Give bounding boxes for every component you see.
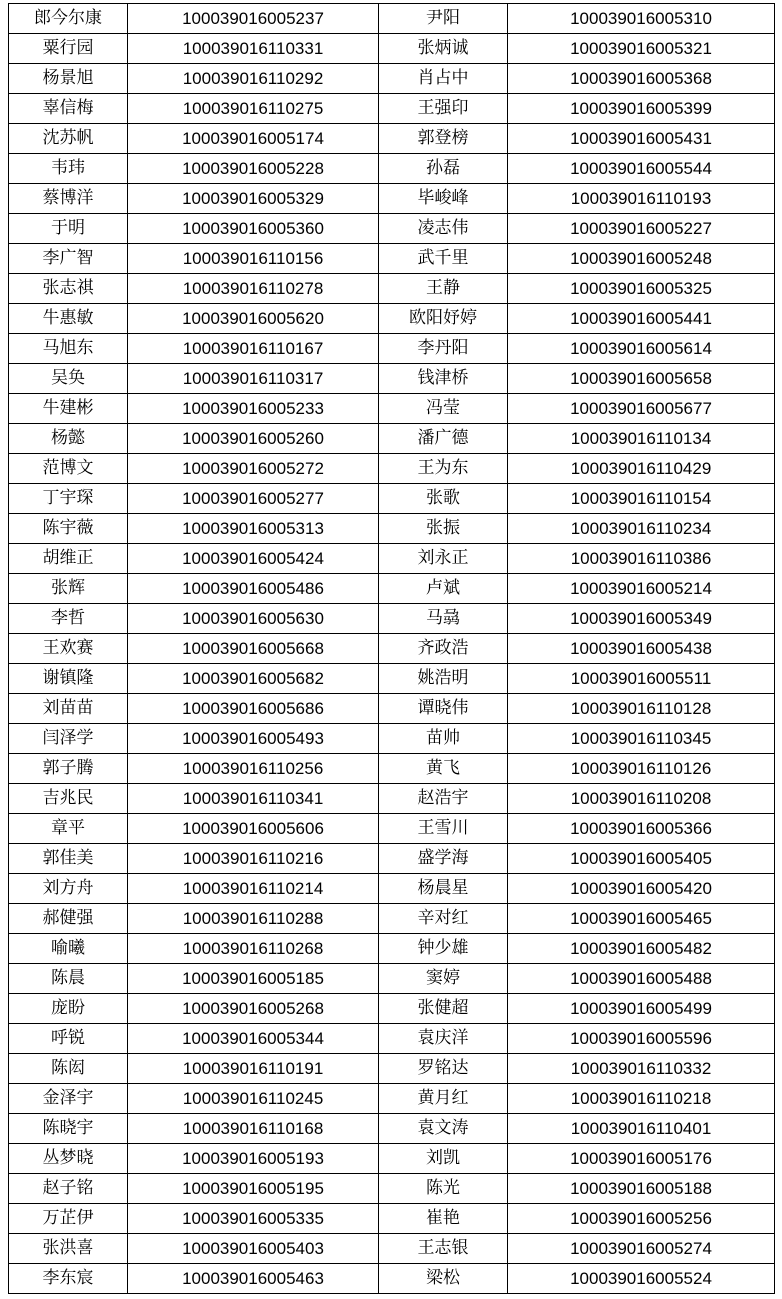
name-cell-left: 牛惠敏	[9, 304, 128, 334]
name-cell-right: 卢斌	[379, 574, 508, 604]
table-row	[9, 184, 775, 214]
name-cell-right: 钱津桥	[379, 364, 508, 394]
name-cell-left: 沈苏帆	[9, 124, 128, 154]
name-cell-left: 张志祺	[9, 274, 128, 304]
table-row	[9, 34, 775, 64]
id-cell-right: 100039016110128	[508, 694, 775, 724]
id-cell-right: 100039016005405	[508, 844, 775, 874]
table-row	[9, 634, 775, 664]
name-cell-left: 张辉	[9, 574, 128, 604]
id-cell-left: 100039016110216	[128, 844, 379, 874]
id-cell-left: 100039016005344	[128, 1024, 379, 1054]
table-row	[9, 994, 775, 1024]
id-cell-right: 100039016005488	[508, 964, 775, 994]
table-row	[9, 64, 775, 94]
name-cell-right: 毕峻峰	[379, 184, 508, 214]
table-row	[9, 1114, 775, 1144]
id-cell-right: 100039016005325	[508, 274, 775, 304]
name-cell-right: 黄月红	[379, 1084, 508, 1114]
id-cell-right: 100039016110332	[508, 1054, 775, 1084]
name-cell-left: 赵子铭	[9, 1174, 128, 1204]
id-cell-right: 100039016005482	[508, 934, 775, 964]
name-cell-right: 郭登榜	[379, 124, 508, 154]
name-cell-left: 金泽宇	[9, 1084, 128, 1114]
id-cell-right: 100039016005188	[508, 1174, 775, 1204]
table-row	[9, 1054, 775, 1084]
name-cell-right: 钟少雄	[379, 934, 508, 964]
name-cell-left: 牛建彬	[9, 394, 128, 424]
id-cell-left: 100039016005193	[128, 1144, 379, 1174]
id-cell-right: 100039016110401	[508, 1114, 775, 1144]
name-cell-right: 张健超	[379, 994, 508, 1024]
id-cell-left: 100039016110331	[128, 34, 379, 64]
name-cell-left: 王欢赛	[9, 634, 128, 664]
id-cell-right: 100039016005596	[508, 1024, 775, 1054]
table-row	[9, 484, 775, 514]
id-cell-left: 100039016005424	[128, 544, 379, 574]
id-cell-right: 100039016005441	[508, 304, 775, 334]
id-cell-left: 100039016005463	[128, 1264, 379, 1294]
id-cell-right: 100039016110234	[508, 514, 775, 544]
name-cell-left: 粟行园	[9, 34, 128, 64]
id-cell-left: 100039016005682	[128, 664, 379, 694]
name-cell-right: 马骉	[379, 604, 508, 634]
name-cell-right: 王雪川	[379, 814, 508, 844]
id-cell-left: 100039016005268	[128, 994, 379, 1024]
name-cell-left: 闫泽学	[9, 724, 128, 754]
name-cell-right: 姚浩明	[379, 664, 508, 694]
name-cell-left: 谢镇隆	[9, 664, 128, 694]
table-row	[9, 214, 775, 244]
id-cell-right: 100039016005321	[508, 34, 775, 64]
table-row	[9, 454, 775, 484]
id-cell-left: 100039016005277	[128, 484, 379, 514]
id-cell-right: 100039016005256	[508, 1204, 775, 1234]
table-row	[9, 1174, 775, 1204]
name-cell-left: 陈晨	[9, 964, 128, 994]
table-row	[9, 424, 775, 454]
name-cell-right: 崔艳	[379, 1204, 508, 1234]
name-cell-left: 刘苗苗	[9, 694, 128, 724]
table-row	[9, 1204, 775, 1234]
name-cell-right: 孙磊	[379, 154, 508, 184]
id-cell-right: 100039016005511	[508, 664, 775, 694]
id-cell-right: 100039016005499	[508, 994, 775, 1024]
table-row	[9, 274, 775, 304]
table-row	[9, 124, 775, 154]
id-cell-right: 100039016005431	[508, 124, 775, 154]
id-cell-right: 100039016005274	[508, 1234, 775, 1264]
id-cell-right: 100039016005677	[508, 394, 775, 424]
table-row	[9, 244, 775, 274]
id-cell-left: 100039016110256	[128, 754, 379, 784]
name-cell-right: 李丹阳	[379, 334, 508, 364]
id-cell-left: 100039016005237	[128, 4, 379, 34]
table-row	[9, 514, 775, 544]
table-row	[9, 694, 775, 724]
id-cell-left: 100039016110167	[128, 334, 379, 364]
id-cell-right: 100039016110218	[508, 1084, 775, 1114]
table-row	[9, 544, 775, 574]
name-cell-left: 郭佳美	[9, 844, 128, 874]
name-cell-left: 丁宇琛	[9, 484, 128, 514]
name-cell-right: 陈光	[379, 1174, 508, 1204]
id-cell-right: 100039016110154	[508, 484, 775, 514]
name-id-table	[8, 3, 775, 1294]
id-cell-right: 100039016110208	[508, 784, 775, 814]
name-cell-right: 杨晨星	[379, 874, 508, 904]
id-cell-left: 100039016110288	[128, 904, 379, 934]
id-cell-left: 100039016110191	[128, 1054, 379, 1084]
name-cell-right: 张振	[379, 514, 508, 544]
table-row	[9, 964, 775, 994]
id-cell-left: 100039016110214	[128, 874, 379, 904]
name-cell-left: 李广智	[9, 244, 128, 274]
id-cell-right: 100039016110386	[508, 544, 775, 574]
name-cell-right: 张歌	[379, 484, 508, 514]
name-cell-right: 王志银	[379, 1234, 508, 1264]
table-row	[9, 784, 775, 814]
name-cell-right: 张炳诚	[379, 34, 508, 64]
name-cell-left: 吉兆民	[9, 784, 128, 814]
name-cell-right: 齐政浩	[379, 634, 508, 664]
table-row	[9, 304, 775, 334]
name-cell-right: 赵浩宇	[379, 784, 508, 814]
id-cell-left: 100039016110156	[128, 244, 379, 274]
id-cell-left: 100039016005403	[128, 1234, 379, 1264]
id-cell-left: 100039016110245	[128, 1084, 379, 1114]
name-cell-right: 冯莹	[379, 394, 508, 424]
name-cell-left: 范博文	[9, 454, 128, 484]
table-row	[9, 334, 775, 364]
id-cell-left: 100039016110268	[128, 934, 379, 964]
id-cell-left: 100039016005630	[128, 604, 379, 634]
name-cell-right: 苗帅	[379, 724, 508, 754]
name-cell-right: 王静	[379, 274, 508, 304]
name-cell-right: 刘永正	[379, 544, 508, 574]
id-cell-right: 100039016005465	[508, 904, 775, 934]
id-cell-left: 100039016110341	[128, 784, 379, 814]
table-row	[9, 604, 775, 634]
table-row	[9, 814, 775, 844]
id-cell-left: 100039016005329	[128, 184, 379, 214]
id-cell-right: 100039016005438	[508, 634, 775, 664]
table-row	[9, 934, 775, 964]
id-cell-left: 100039016005272	[128, 454, 379, 484]
table-row	[9, 904, 775, 934]
name-cell-right: 欧阳妤婷	[379, 304, 508, 334]
id-cell-left: 100039016005313	[128, 514, 379, 544]
table-row	[9, 1264, 775, 1294]
id-cell-left: 100039016110292	[128, 64, 379, 94]
id-cell-right: 100039016110134	[508, 424, 775, 454]
table-row	[9, 664, 775, 694]
name-cell-left: 郝健强	[9, 904, 128, 934]
name-cell-left: 陈晓宇	[9, 1114, 128, 1144]
name-cell-left: 杨懿	[9, 424, 128, 454]
name-cell-right: 刘凯	[379, 1144, 508, 1174]
id-cell-right: 100039016005544	[508, 154, 775, 184]
table-row	[9, 844, 775, 874]
table-row	[9, 574, 775, 604]
name-cell-left: 杨景旭	[9, 64, 128, 94]
name-cell-left: 韦玮	[9, 154, 128, 184]
name-cell-left: 陈闳	[9, 1054, 128, 1084]
table-row	[9, 1234, 775, 1264]
table-row	[9, 724, 775, 754]
id-cell-right: 100039016110126	[508, 754, 775, 784]
id-cell-right: 100039016110345	[508, 724, 775, 754]
id-cell-right: 100039016005368	[508, 64, 775, 94]
name-cell-left: 呼锐	[9, 1024, 128, 1054]
id-cell-right: 100039016005176	[508, 1144, 775, 1174]
name-cell-left: 郎今尔康	[9, 4, 128, 34]
name-cell-left: 陈宇薇	[9, 514, 128, 544]
id-cell-left: 100039016005335	[128, 1204, 379, 1234]
name-cell-left: 万芷伊	[9, 1204, 128, 1234]
name-cell-right: 谭晓伟	[379, 694, 508, 724]
id-cell-left: 100039016005360	[128, 214, 379, 244]
name-cell-right: 凌志伟	[379, 214, 508, 244]
table-body	[9, 4, 775, 1294]
id-cell-left: 100039016110275	[128, 94, 379, 124]
id-cell-left: 100039016005233	[128, 394, 379, 424]
name-cell-left: 辜信梅	[9, 94, 128, 124]
name-cell-left: 胡维正	[9, 544, 128, 574]
id-cell-right: 100039016005227	[508, 214, 775, 244]
name-cell-right: 武千里	[379, 244, 508, 274]
id-cell-left: 100039016005686	[128, 694, 379, 724]
name-cell-left: 李哲	[9, 604, 128, 634]
name-cell-left: 喻曦	[9, 934, 128, 964]
id-cell-right: 100039016005399	[508, 94, 775, 124]
id-cell-right: 100039016110193	[508, 184, 775, 214]
name-cell-left: 张洪喜	[9, 1234, 128, 1264]
id-cell-left: 100039016005606	[128, 814, 379, 844]
table-row	[9, 1024, 775, 1054]
id-cell-left: 100039016005174	[128, 124, 379, 154]
table-row	[9, 364, 775, 394]
id-cell-left: 100039016005185	[128, 964, 379, 994]
name-cell-left: 章平	[9, 814, 128, 844]
name-cell-left: 李东宸	[9, 1264, 128, 1294]
id-cell-right: 100039016005310	[508, 4, 775, 34]
table-row	[9, 4, 775, 34]
name-cell-right: 潘广德	[379, 424, 508, 454]
id-cell-left: 100039016005493	[128, 724, 379, 754]
name-cell-left: 蔡博洋	[9, 184, 128, 214]
id-cell-left: 100039016005620	[128, 304, 379, 334]
name-cell-left: 于明	[9, 214, 128, 244]
name-cell-right: 窦婷	[379, 964, 508, 994]
name-cell-left: 丛梦晓	[9, 1144, 128, 1174]
id-cell-left: 100039016110317	[128, 364, 379, 394]
name-cell-left: 吴奂	[9, 364, 128, 394]
name-cell-right: 王为东	[379, 454, 508, 484]
name-cell-right: 王强印	[379, 94, 508, 124]
table-row	[9, 1144, 775, 1174]
id-cell-right: 100039016005349	[508, 604, 775, 634]
id-cell-right: 100039016005214	[508, 574, 775, 604]
id-cell-left: 100039016005668	[128, 634, 379, 664]
table-row	[9, 754, 775, 784]
name-cell-left: 刘方舟	[9, 874, 128, 904]
name-cell-right: 辛对红	[379, 904, 508, 934]
name-cell-right: 盛学海	[379, 844, 508, 874]
id-cell-left: 100039016005486	[128, 574, 379, 604]
id-cell-right: 100039016005420	[508, 874, 775, 904]
name-cell-right: 袁庆洋	[379, 1024, 508, 1054]
id-cell-right: 100039016005614	[508, 334, 775, 364]
name-cell-right: 梁松	[379, 1264, 508, 1294]
id-cell-right: 100039016005366	[508, 814, 775, 844]
id-cell-left: 100039016110278	[128, 274, 379, 304]
id-cell-right: 100039016005524	[508, 1264, 775, 1294]
table-row	[9, 1084, 775, 1114]
name-cell-left: 庞盼	[9, 994, 128, 1024]
table-row	[9, 154, 775, 184]
table-row	[9, 394, 775, 424]
name-cell-right: 袁文涛	[379, 1114, 508, 1144]
id-cell-left: 100039016005228	[128, 154, 379, 184]
id-cell-right: 100039016110429	[508, 454, 775, 484]
id-cell-left: 100039016110168	[128, 1114, 379, 1144]
name-cell-right: 尹阳	[379, 4, 508, 34]
id-cell-right: 100039016005248	[508, 244, 775, 274]
id-cell-left: 100039016005260	[128, 424, 379, 454]
name-cell-left: 郭子腾	[9, 754, 128, 784]
name-cell-right: 罗铭达	[379, 1054, 508, 1084]
table-row	[9, 94, 775, 124]
id-cell-left: 100039016005195	[128, 1174, 379, 1204]
name-cell-right: 肖占中	[379, 64, 508, 94]
id-cell-right: 100039016005658	[508, 364, 775, 394]
table-row	[9, 874, 775, 904]
name-cell-right: 黄飞	[379, 754, 508, 784]
name-cell-left: 马旭东	[9, 334, 128, 364]
